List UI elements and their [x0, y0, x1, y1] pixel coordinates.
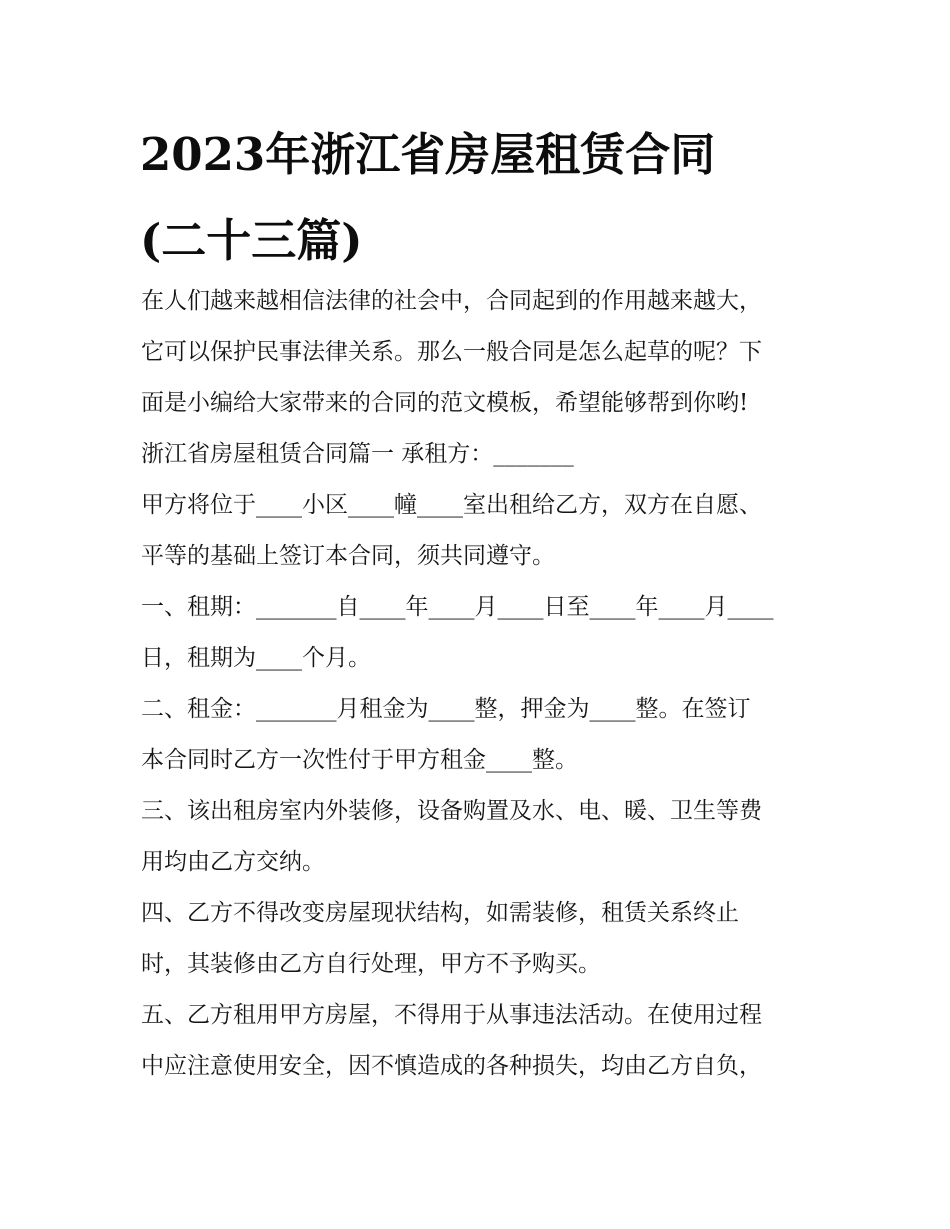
body-line: 四、乙方不得改变房屋现状结构，如需装修，租赁关系终止 [141, 900, 739, 926]
body-line: 一、租期：_______自____年____月____日至____年____月____ [141, 594, 774, 620]
body-line: 五、乙方租用甲方房屋，不得用于从事违法活动。在使用过程 [141, 1002, 762, 1028]
title-line-2: (二十三篇) [140, 214, 363, 267]
body-line: 平等的基础上签订本合同，须共同遵守。 [141, 543, 555, 569]
body-line: 浙江省房屋租赁合同篇一 承租方：_______ [141, 441, 574, 467]
body-line: 日，租期为____个月。 [141, 645, 371, 671]
body-line: 中应注意使用安全，因不慎造成的各种损失，均由乙方自负， [141, 1053, 762, 1079]
body-line: 它可以保护民事法律关系。那么一般合同是怎么起草的呢？下 [141, 339, 762, 365]
document-title [140, 112, 840, 284]
document-body [141, 276, 831, 1092]
body-line: 用均由乙方交纳。 [141, 849, 325, 875]
title-line-1: 2023年浙江省房屋租赁合同 [140, 128, 716, 181]
body-line: 时，其装修由乙方自行处理，甲方不予购买。 [141, 951, 601, 977]
body-line: 甲方将位于____小区____幢____室出租给乙方，双方在自愿、 [141, 492, 762, 518]
body-line: 面是小编给大家带来的合同的范文模板，希望能够帮到你哟! [141, 390, 749, 416]
body-line: 本合同时乙方一次性付于甲方租金____整。 [141, 747, 578, 773]
body-line: 三、该出租房室内外装修，设备购置及水、电、暖、卫生等费 [141, 798, 762, 824]
body-line: 二、租金：_______月租金为____整，押金为____整。在签订 [141, 696, 751, 722]
body-line: 在人们越来越相信法律的社会中，合同起到的作用越来越大， [141, 288, 762, 314]
